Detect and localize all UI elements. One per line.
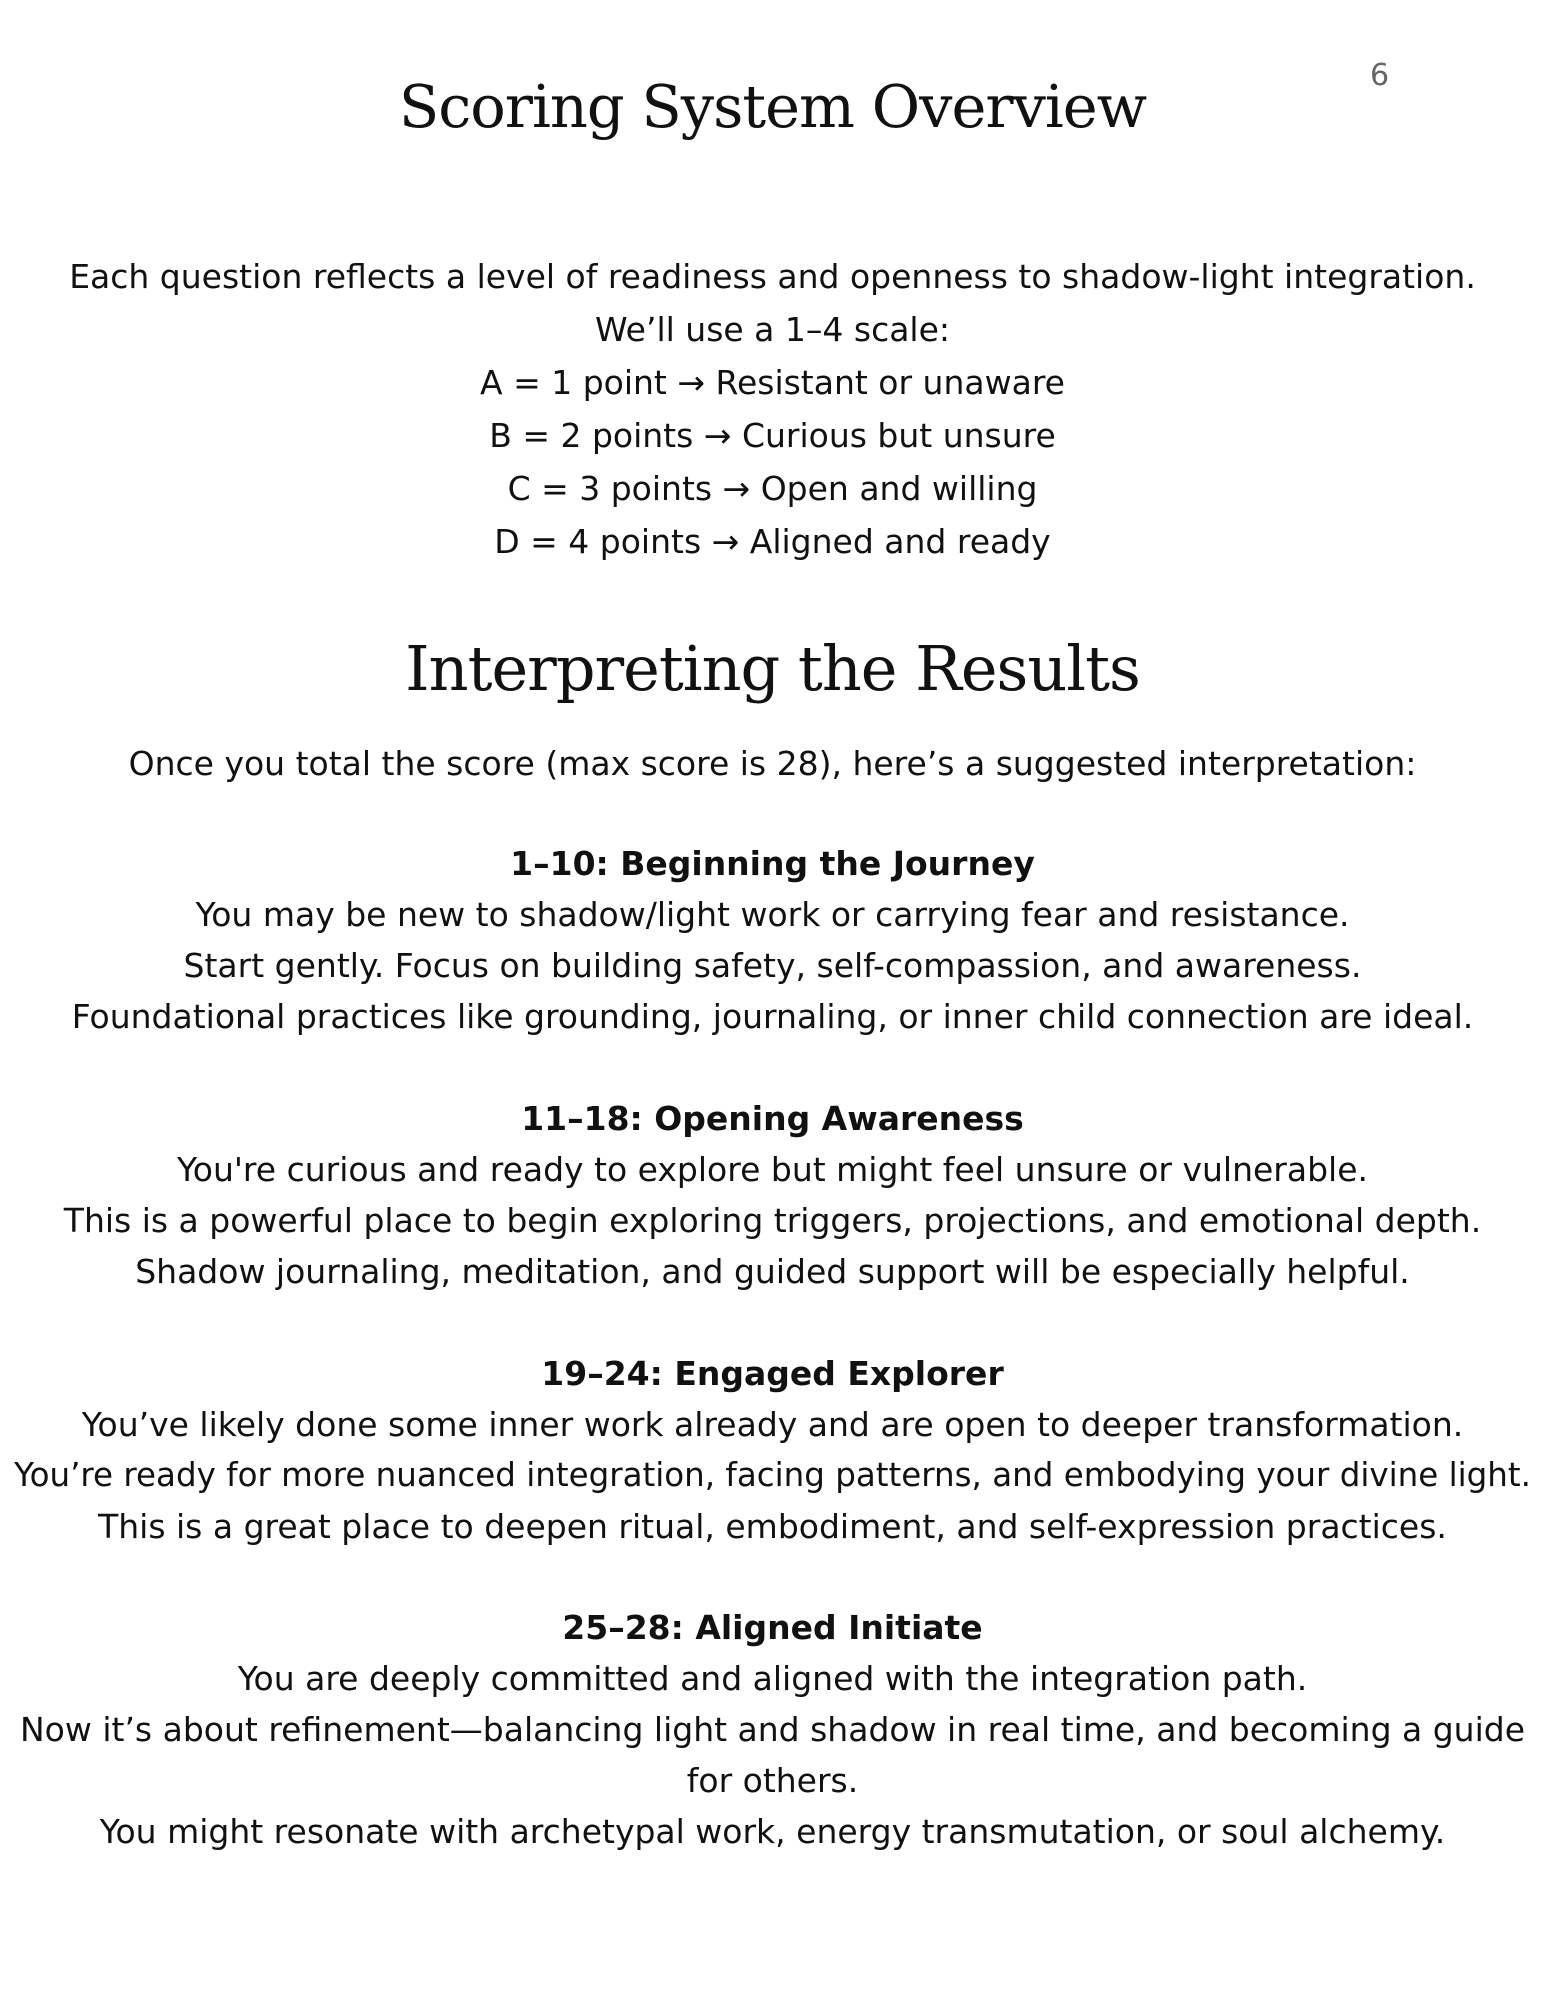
tier-line: You may be new to shadow/light work or carrying fear and resistance. — [195, 895, 1350, 934]
tier-opening-awareness — [0, 1093, 1545, 1297]
scoring-title: Scoring System Overview — [398, 72, 1147, 141]
tier-line: Start gently. Focus on building safety, self-compassion, and awareness. — [183, 946, 1362, 985]
tier-line: Now it’s about refinement—balancing light and shadow in real time, and becoming a guide — [19, 1710, 1526, 1749]
scale-item-b: B = 2 points → Curious but unsure — [489, 416, 1056, 455]
tier-beginning-the-journey — [0, 838, 1545, 1042]
scoring-intro-line-2: We’ll use a 1–4 scale: — [594, 310, 951, 349]
tier-line: You’ve likely done some inner work already and are open to deeper transformation. — [81, 1405, 1464, 1444]
scale-item-c: C = 3 points → Open and willing — [507, 469, 1038, 508]
results-title: Interpreting the Results — [405, 632, 1140, 705]
tier-line: You might resonate with archetypal work, energy transmutation, or soul alchemy. — [99, 1812, 1446, 1851]
tier-line: Foundational practices like grounding, journaling, or inner child connection are ideal. — [71, 997, 1474, 1036]
tier-heading: 25–28: Aligned Initiate — [562, 1608, 983, 1647]
tier-engaged-explorer — [0, 1348, 1545, 1552]
tier-line: for others. — [686, 1761, 859, 1800]
tier-heading: 19–24: Engaged Explorer — [541, 1354, 1004, 1393]
scale-item-d: D = 4 points → Aligned and ready — [494, 522, 1051, 561]
results-intro-text: Once you total the score (max score is 28), here’s a suggested interpretation: — [128, 744, 1417, 783]
results-intro — [0, 740, 1545, 788]
scoring-description — [0, 250, 1545, 568]
tier-line: You're curious and ready to explore but might feel unsure or vulnerable. — [176, 1150, 1368, 1189]
scale-item-a: A = 1 point → Resistant or unaware — [480, 363, 1065, 402]
tier-line: You are deeply committed and aligned with the integration path. — [237, 1659, 1308, 1698]
tier-line: This is a great place to deepen ritual, embodiment, and self-expression practices. — [98, 1507, 1447, 1546]
tier-line: This is a powerful place to begin exploring triggers, projections, and emotional depth. — [63, 1201, 1482, 1240]
scoring-intro-line-1: Each question reflects a level of readiness and openness to shadow-light integration. — [69, 257, 1476, 296]
tier-heading: 11–18: Opening Awareness — [521, 1099, 1024, 1138]
tier-line: You’re ready for more nuanced integration, facing patterns, and embodying your divine light. — [14, 1456, 1531, 1494]
page-number: 6 — [1370, 58, 1390, 93]
tier-line: Shadow journaling, meditation, and guided support will be especially helpful. — [135, 1252, 1410, 1291]
tier-heading: 1–10: Beginning the Journey — [510, 844, 1035, 883]
tier-aligned-initiate — [0, 1602, 1545, 1857]
